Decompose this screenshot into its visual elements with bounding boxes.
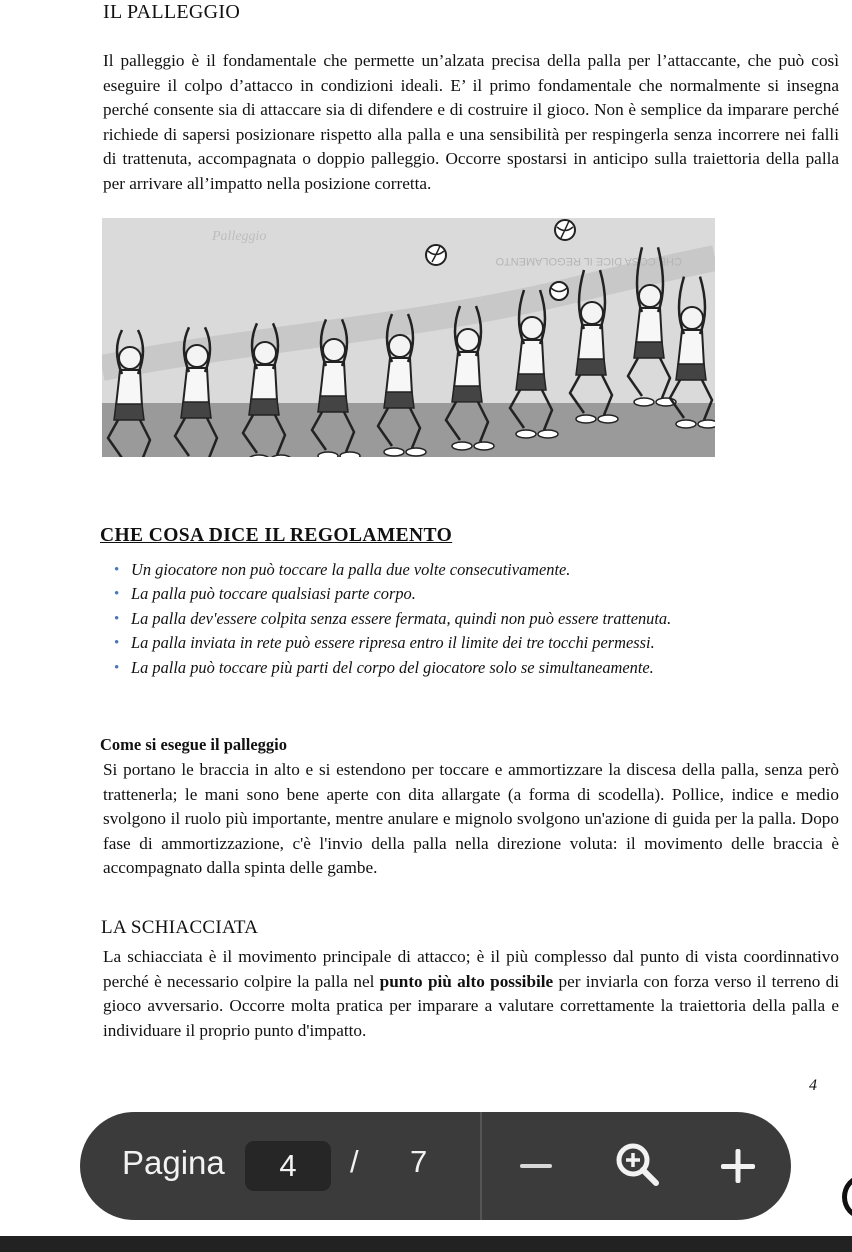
player-figure-part	[183, 368, 209, 404]
player-figure-part	[251, 365, 277, 401]
player-figure-part	[518, 340, 544, 376]
rule-item-2	[113, 582, 833, 606]
bullet-icon: •	[114, 610, 120, 627]
minus-icon	[506, 1136, 566, 1196]
player-figure-part	[320, 362, 346, 398]
volleyball-hands	[550, 282, 568, 300]
faded-bg-title: Palleggio	[212, 229, 267, 244]
player-figure-part	[386, 358, 412, 394]
player-figure-part	[254, 342, 276, 364]
player-figure-part	[249, 399, 279, 415]
zoom-out-button[interactable]	[506, 1136, 566, 1196]
player-figure-part	[454, 352, 480, 388]
toolbar-divider	[480, 1112, 482, 1220]
spike-paragraph	[103, 945, 839, 1043]
rules-list	[113, 558, 833, 680]
player-figure-part	[676, 364, 706, 380]
rule-item-4	[113, 631, 833, 655]
current-page-input[interactable]: 4	[245, 1141, 331, 1191]
player-figure-part	[681, 307, 703, 329]
zoom-magnifier-button[interactable]	[608, 1136, 668, 1196]
bullet-icon: •	[114, 659, 120, 676]
player-figure-part	[384, 448, 404, 456]
player-figure-part	[576, 359, 606, 375]
intro-paragraph: Il palleggio è il fondamentale che permette un’alzata precisa della palla per l’attaccante, che può così eseguire il colpo d’attacco in condizioni ideali. E’ il primo fondamentale che normalmente si insegna perché consente sia di attaccare sia di difendere e di costruire il gioco. Non è semplice da imparare perché richiede di sapersi posizionare rispetto alla palla e una sensibilità per respingerla senza incorrere nei falli di trattenuta, accompagnata o doppio palleggio. Occorre spostarsi in anticipo sulla traiettoria della palla per arrivare all’impatto nella posizione corretta.	[103, 51, 839, 193]
rules-heading: CHE COSA DICE IL REGOLAMENTO	[100, 525, 453, 546]
player-figure-part	[516, 374, 546, 390]
player-figure-part	[181, 402, 211, 418]
plus-icon	[708, 1136, 768, 1196]
rule-text: La palla inviata in rete può essere ripresa entro il limite dei tre tocchi permessi.	[131, 633, 655, 653]
spike-text-part: per inviarla con forza verso il terreno di gioco avversario. Occorre molta pratica per imparare a valutare correttamente la traiettoria della palla e individuare il proprio punto d'impatto.	[103, 971, 839, 1040]
zoom-in-button[interactable]	[708, 1136, 768, 1196]
spike-text-bold: punto più alto possibile	[379, 971, 554, 991]
bullet-icon: •	[114, 635, 120, 652]
player-figure-part	[340, 452, 360, 457]
rule-item-3	[113, 607, 833, 631]
player-figure-part	[406, 448, 426, 456]
rule-item-5	[113, 656, 833, 680]
player-figure-part	[521, 317, 543, 339]
bullet-icon: •	[114, 586, 120, 603]
player-figure-part	[119, 347, 141, 369]
illustration-svg	[102, 218, 715, 457]
player-figure-part	[452, 442, 472, 450]
rule-text: La palla dev'essere colpita senza essere fermata, quindi non può essere trattenuta.	[131, 608, 672, 628]
player-figure-part	[452, 386, 482, 402]
player-figure-part	[516, 430, 536, 438]
player-figure-part	[186, 345, 208, 367]
total-pages: 7	[410, 1144, 428, 1179]
volleyball-right	[555, 220, 575, 240]
player-figure-part	[634, 342, 664, 358]
player-figure-part	[678, 330, 704, 366]
pdf-viewer-toolbar	[80, 1112, 791, 1220]
player-figure-part	[474, 442, 494, 450]
player-figure-part	[538, 430, 558, 438]
player-figure-part	[578, 325, 604, 361]
spike-text-part: La schiacciata è il movimento principale di attacco; è il più complesso dal punto di vista coordinnativo perché è necessario colpire la palla nel	[103, 947, 839, 991]
player-figure-part	[384, 392, 414, 408]
zoom-in-magnifier-icon	[608, 1136, 668, 1196]
document-page-number: 4	[809, 1077, 817, 1094]
player-figure-part	[676, 420, 696, 428]
player-figure-part	[457, 329, 479, 351]
bottom-edge-bar	[0, 1236, 852, 1252]
rule-text: Un giocatore non può toccare la palla due volte consecutivamente.	[131, 560, 571, 579]
player-figure-part	[323, 339, 345, 361]
section-title-palleggio: IL PALLEGGIO	[103, 1, 241, 23]
page-label: Pagina	[122, 1144, 225, 1181]
bullet-icon: •	[114, 562, 120, 578]
player-figure-part	[114, 404, 144, 420]
volleyball-set-illustration	[102, 218, 715, 457]
player-figure-part	[698, 420, 715, 428]
player-figure-part	[318, 396, 348, 412]
faded-bg-heading: CHE COSA DICE IL REGOLAMENTO	[495, 255, 682, 267]
player-figure-part	[636, 308, 662, 344]
how-paragraph: Si portano le braccia in alto e si estendono per toccare e ammortizzare la discesa della palla, senza però trattenerla; le mani sono bene aperte con dita allargate (a forma di scodella). Pollice, indice e medio svolgono il ruolo più importante, mentre anulare e mignolo svolgono un'azione di guida per la palla. Dopo fase di ammortizzazione, c'è l'invio della palla nella direzione voluta: il movimento delle braccia è accompagnato dalla spinta delle gambe.	[103, 760, 839, 878]
volleyball-top	[426, 245, 446, 265]
spike-heading: LA SCHIACCIATA	[101, 917, 259, 938]
player-figure-part	[639, 285, 661, 307]
rule-item-1	[113, 558, 833, 582]
player-figure-part	[598, 415, 618, 423]
how-heading: Come si esegue il palleggio	[100, 735, 287, 754]
rule-text: La palla può toccare qualsiasi parte corpo.	[131, 584, 416, 604]
player-figure-part	[634, 398, 654, 406]
player-figure-part	[389, 335, 411, 357]
page-separator: /	[350, 1144, 359, 1179]
player-figure-part	[576, 415, 596, 423]
player-figure-part	[581, 302, 603, 324]
rule-text: La palla può toccare più parti del corpo del giocatore solo se simultaneamente.	[131, 657, 654, 677]
player-figure-part	[116, 370, 142, 406]
player-figure-part	[318, 452, 338, 457]
